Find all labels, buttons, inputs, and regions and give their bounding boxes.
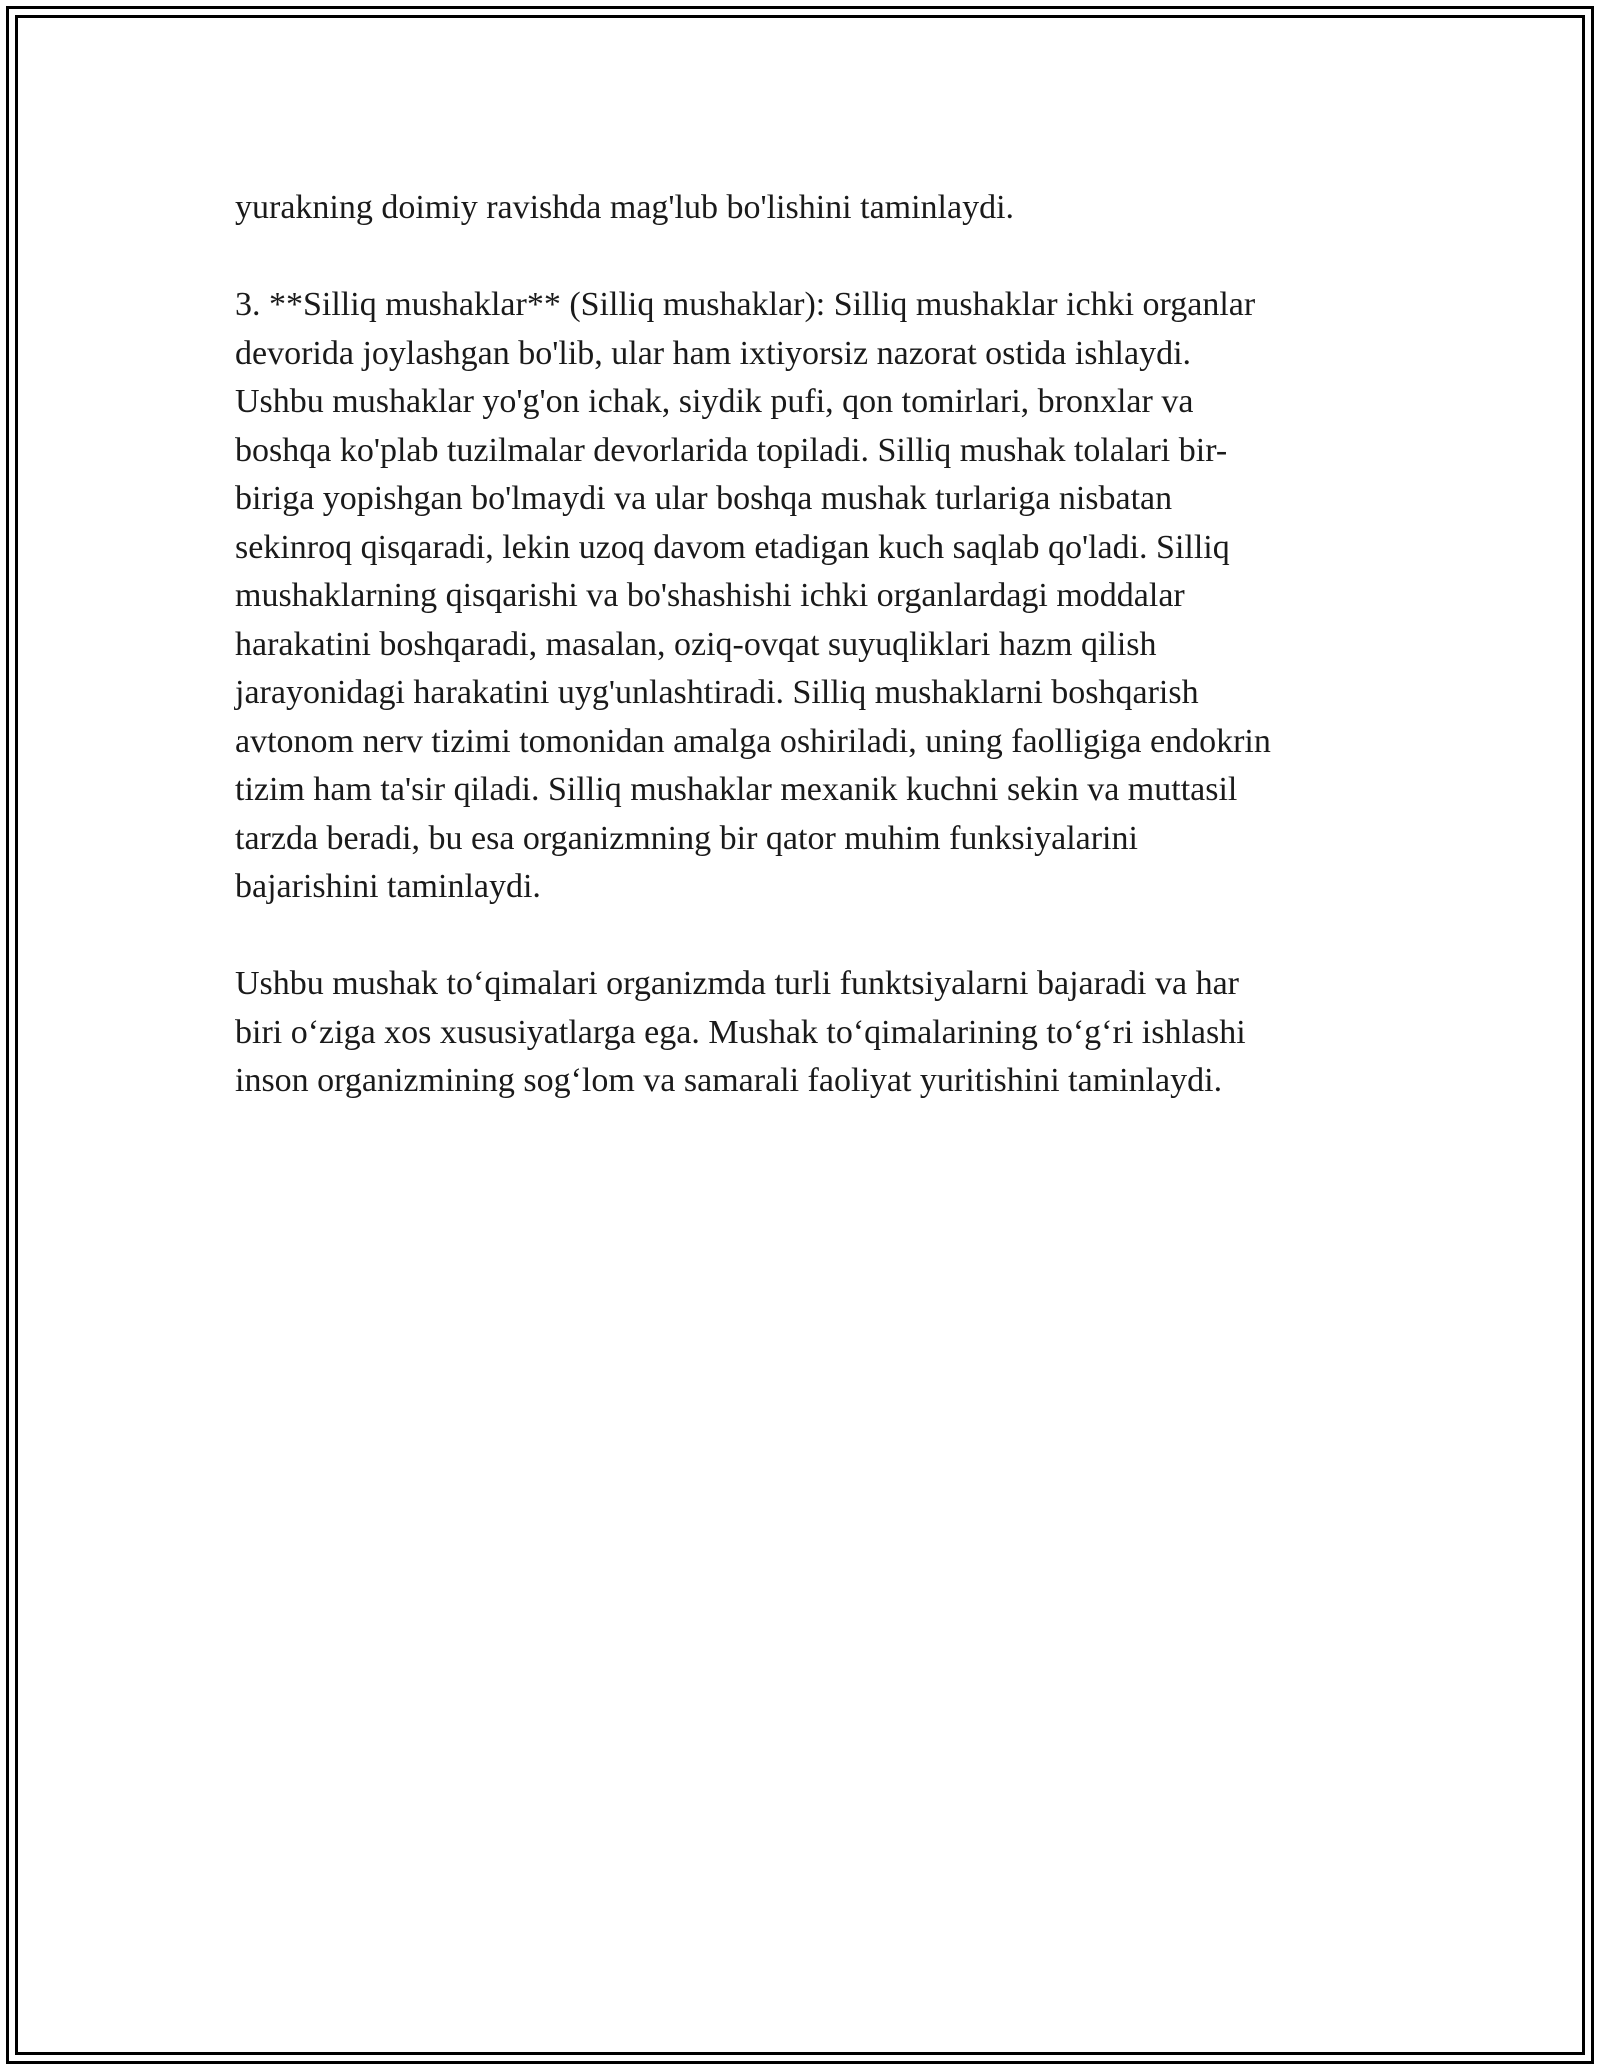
text-line: inson organizmining sog‘lom va samarali faoliyat yuritishini taminlaydi. <box>235 1062 1223 1099</box>
text-line: boshqa ko'plab tuzilmalar devorlarida topiladi. Silliq mushak tolalari bir- <box>235 431 1228 469</box>
text-line: devorida joylashgan bo'lib, ular ham ixtiyorsiz nazorat ostida ishlaydi. <box>235 334 1192 372</box>
text-line: Ushbu mushak to‘qimalari organizmda turli funktsiyalarni bajaradi va har <box>235 965 1239 1002</box>
text-line: 3. **Silliq mushaklar** (Silliq mushaklar): Silliq mushaklar ichki organlar <box>235 286 1256 323</box>
paragraph-summary <box>235 960 1365 1106</box>
paragraph-gap <box>235 233 1365 282</box>
text-line: mushaklarning qisqarishi va bo'shashishi ichki organlardagi moddalar <box>235 577 1185 614</box>
text-line: harakatini boshqaradi, masalan, oziq-ovqat suyuqliklari hazm qilish <box>235 625 1157 663</box>
text-line: Ushbu mushaklar yo'g'on ichak, siydik pufi, qon tomirlari, bronxlar va <box>235 383 1194 420</box>
text-line: bajarishini taminlaydi. <box>235 868 541 905</box>
paragraph-continuation <box>235 184 1365 233</box>
text-line: tizim ham ta'sir qiladi. Silliq mushaklar mexanik kuchni sekin va muttasil <box>235 771 1238 808</box>
document-body <box>235 184 1365 1106</box>
text-line: jarayonidagi harakatini uyg'unlashtiradi. Silliq mushaklarni boshqarish <box>235 674 1199 711</box>
paragraph-gap <box>235 912 1365 961</box>
text-line: yurakning doimiy ravishda mag'lub bo'lishini taminlaydi. <box>235 189 1015 226</box>
text-line: biri o‘ziga xos xususiyatlarga ega. Mushak to‘qimalarining to‘g‘ri ishlashi <box>235 1013 1246 1051</box>
text-line: biriga yopishgan bo'lmaydi va ular boshqa mushak turlariga nisbatan <box>235 480 1173 517</box>
paragraph-smooth-muscles <box>235 281 1365 912</box>
text-line: tarzda beradi, bu esa organizmning bir qator muhim funksiyalarini <box>235 819 1138 857</box>
text-line: sekinroq qisqaradi, lekin uzoq davom etadigan kuch saqlab qo'ladi. Silliq <box>235 528 1230 566</box>
text-line: avtonom nerv tizimi tomonidan amalga oshiriladi, uning faolligiga endokrin <box>235 722 1271 760</box>
